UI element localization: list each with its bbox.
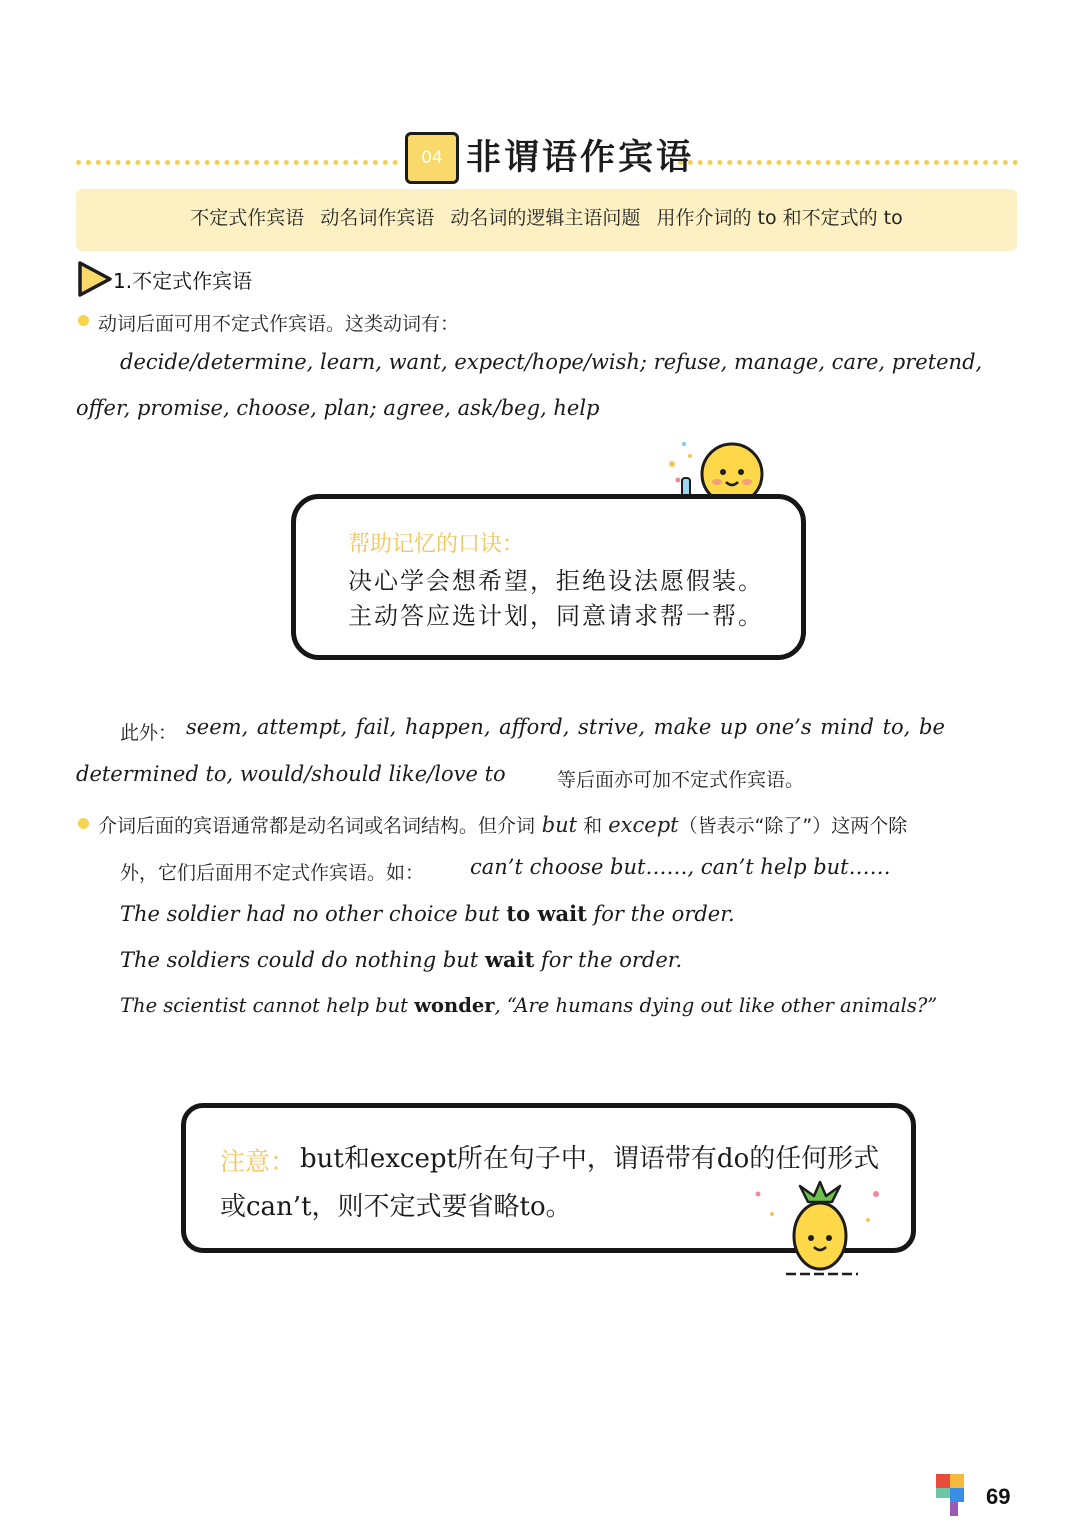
bullet-text-cont: 外，它们后面用不定式作宾语。如： — [120, 862, 425, 884]
topic-item: 动名词作宾语 — [320, 207, 435, 229]
verb-list-line: decide/determine, learn, want, expect/hope/wish; refuse, manage, care, pretend, — [120, 350, 983, 374]
example-sentence: The scientist cannot help but wonder, “Are humans dying out like other animals?” — [120, 994, 938, 1017]
chapter-badge: 04 — [405, 132, 459, 184]
bullet-text: 介词后面的宾语通常都是动名词或名词结构。但介词 but 和 except（皆表示“除了”）这两个除 — [98, 813, 908, 837]
topic-item: 不定式作宾语 — [190, 207, 305, 229]
note-line: but和except所在句子中，谓语带有do的任何形式 — [300, 1144, 880, 1174]
header-dots-left — [76, 160, 398, 165]
mnemonic-label: 帮助记忆的口诀： — [348, 532, 525, 557]
mnemonic-box — [291, 494, 806, 660]
section-title: 1.不定式作宾语 — [113, 269, 253, 293]
puzzle-logo-icon — [932, 1470, 972, 1522]
extra-note: 等后面亦可加不定式作宾语。 — [557, 769, 805, 791]
topic-item: 用作介词的 to 和不定式的 to — [656, 207, 903, 229]
verb-list-line: offer, promise, choose, plan; agree, ask/beg, help — [76, 396, 600, 420]
play-triangle-icon — [76, 259, 114, 299]
example-sentence: The soldier had no other choice but to wait for the order. — [120, 901, 735, 926]
bullet-text: 动词后面可用不定式作宾语。这类动词有： — [98, 313, 460, 335]
bullet-dot — [78, 818, 89, 829]
page-number: 69 — [986, 1484, 1011, 1509]
example-sentence: The soldiers could do nothing but wait for the order. — [120, 947, 683, 972]
page-title: 非谓语作宾语 — [466, 137, 695, 178]
pineapple-mascot-icon — [750, 1180, 890, 1280]
extra-prefix: 此外： — [120, 722, 178, 744]
mnemonic-line: 决心学会想希望，拒绝设法愿假装。 — [348, 567, 764, 595]
bullet-dot — [78, 315, 89, 326]
topic-item: 动名词的逻辑主语问题 — [450, 207, 641, 229]
note-label: 注意： — [220, 1147, 296, 1176]
note-line: 或can’t，则不定式要省略to。 — [220, 1192, 572, 1222]
extra-verbs-line: determined to, would/should like/love to — [76, 762, 506, 786]
example-phrases: can’t choose but……, can’t help but…… — [470, 855, 891, 879]
mnemonic-line: 主动答应选计划，同意请求帮一帮。 — [348, 602, 764, 630]
header-dots-right — [678, 160, 1018, 165]
extra-verbs-line: seem, attempt, fail, happen, afford, strive, make up one’s mind to, be — [186, 715, 945, 739]
topic-band — [76, 189, 1017, 251]
